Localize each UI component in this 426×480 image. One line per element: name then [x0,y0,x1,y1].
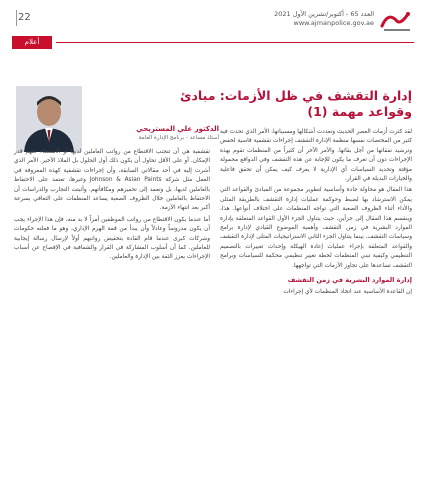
author-photo [16,86,82,152]
paragraph: لقد كثرت أزمات العصر الحديث وتعددت أشكالها ومسبباتها، الأمر الذي تحدث فيه كثير من المختصات نفسها منظمة الإدارة التقشف إجراءات تقشفية قاسية لخفض وترشيد نفقاتها من أجل بقائها. والأمر الآخر أن كثيراً من المنظمات تقوم بهذه الإجراءات دون أن تعرف ما يكون للإجابة عن هذه التقشف وفي الدوافع محمولة مؤقتة وتحديد السياسات أي الإدارية لا يعرف كيف يمكن أن تحقق فاعلية والخيارات البديلة في القرار. [220,129,412,183]
article-title: إدارة التقشف في ظل الأزمات: مبادئ وقواعد مهمة (1) [180,88,412,120]
article-column-right [220,128,412,299]
author-name: الدكتور علي المستريحي [136,125,219,133]
article-column-left [14,148,210,265]
paragraph: تقشفية هي أن تتجنب الاقتطاع من رواتب العاملين لديها أو الاستغناء عنهم قدر الإمكان. أو على الأقل تحاول أن يكون ذلك أول الحلول بل الملاذ الأخير. الأمر الذي أشرت إليه في أحد مقالاتي السابقة، وأن إجراءات تقشفية كهذه المعروفة في العمل مثل شركة Johnson & Asian Paints وغيرها، تعتمد على الاحتفاظ بالعاملين لديها، بل وتعمد إلى تحفيزهم ومكافأتهم. وأثبتت التجارب والدراسات أن الاحتفاظ بالعاملين خلال الظروف الصعبة يساعد المنظمات على التعافي بسرعة أكبر بعد انتهاء الأزمة. [14,149,210,212]
issue-line: العدد 65 - أكتوبر/تشرين الأول 2021 [274,10,374,18]
page-header [0,0,426,40]
paragraph: هذا المقال هو محاولة جادة وأساسية لتطوير مجموعة من المبادئ والقواعد التي يمكن الاسترشاد بها لضبط وحوكمة عمليات إدارة التقشف بالطريقة المثلى والأداء أثناء الظروف الصعبة التي تواجه المنظمات على اختلاف أنواعها. هذا، وينقسم هذا المقال إلى جزأين، حيث يتناول الجزء الأول القواعد المتعلقة بإدارة الموارد البشرية في زمن التقشف وأهمية الموضوع القيادي لإدارة برامج وسياسات التقشف، بينما يتناول الجزء الثاني الاستراتيجيات المثلى لإدارة التقشف والقواعد المتعلقة بإجراء عمليات إعادة الهيكلة وإحداث تغييرات بالتصميم التنظيمي وكيفية تبني المنظمات لخطة تغيير تنظيمي محكمة للسياسات وبرامج التقشف تساعدها على تجاوز الأزمات التي تواجهها. [220,187,412,269]
author-role: أستاذ مساعد - برنامج الإدارة العامة [138,135,219,141]
header-divider [16,10,17,26]
paragraph: أما عندما يكون الاقتطاع من رواتب الموظفين أمراً لا بد منه، فإن هذا الإجراء يجب أن يكون مدروساً وعادلاً وأن يبدأ من قمة الهرم الإداري، وهو ما فعلته حكومات وشركات كبرى عندما قام القادة بتخفيض رواتبهم أولاً لإرسال رسالة إيجابية للعاملين. كما أن أسلوب المشاركة في القرار والشفافية في الإفصاح عن أسباب الإجراءات يعزز الثقة بين الإدارة والعاملين. [14,216,210,261]
author-block [14,125,219,141]
section-subheading: إدارة الموارد البشرية في زمن التقشف [287,276,412,285]
section-tag: أعلام [12,36,52,49]
issue-info [274,10,374,28]
paragraph: إن القاعدة الأساسية عند اتخاذ المنظمات لأي إجراءات [283,288,412,295]
magazine-logo [378,6,416,34]
section-rule [56,42,414,43]
page-number: 22 [18,12,31,23]
website-line: www.ajmanpolice.gov.ae [293,18,374,27]
